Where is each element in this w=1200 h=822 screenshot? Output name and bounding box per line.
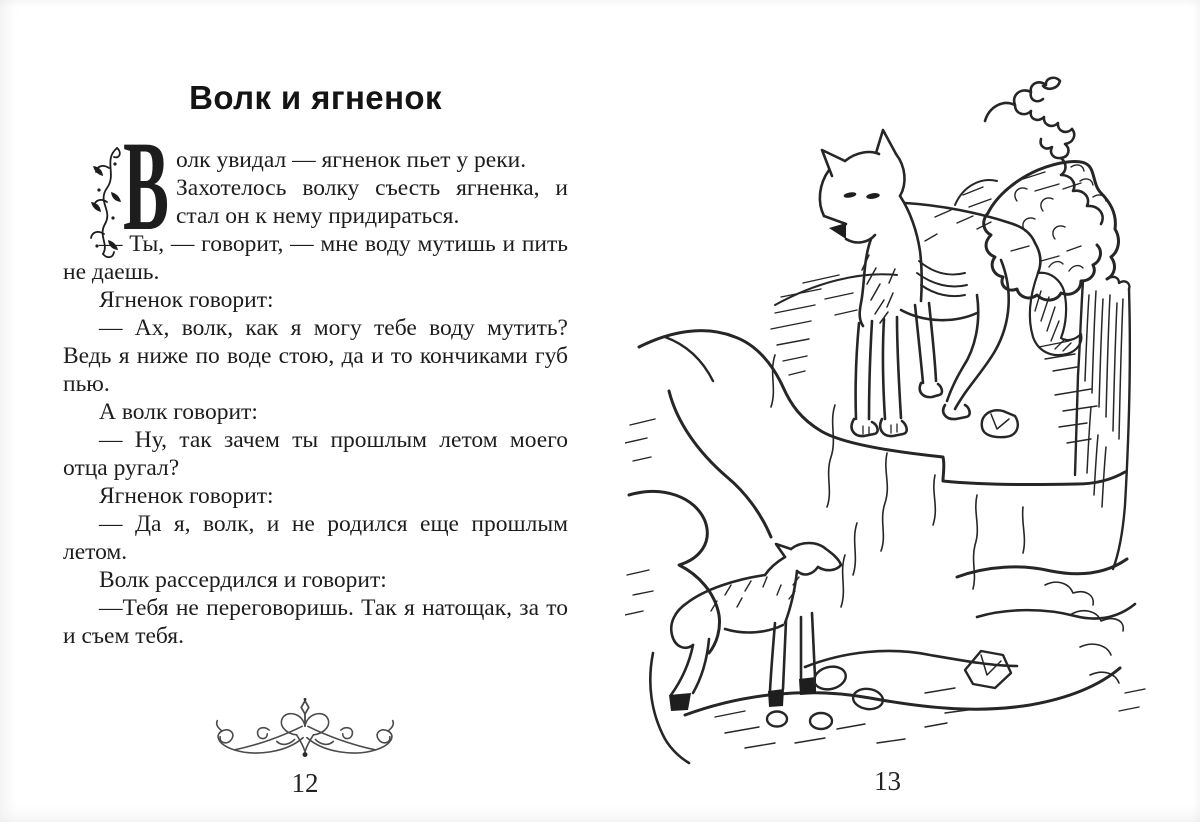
ornament-divider-icon [192,698,418,764]
stream-and-banks [629,331,1135,715]
wolf-drawing [820,130,1082,436]
story-paragraph: Захотелось волку съесть ягненка, и стал он к нему придираться. [176,175,568,229]
dropcap-letter: В [123,115,169,257]
page-number-right: 13 [874,766,901,796]
story-paragraph: Волк рассердился и говорит: [99,567,387,593]
page-number-left: 12 [291,768,319,798]
paragraph-text: олк увидал — ягненок пьет у реки. [176,147,527,173]
story-paragraph: — Ты, — говорит, — мне воду мутишь и пить не даешь. [63,231,568,285]
page-title: Волк и ягненок [189,79,442,116]
story-paragraph: А волк говорит: [99,399,258,425]
wolf-and-lamb-illustration [625,55,1150,767]
drop-cap [63,115,176,257]
hill-hatches [771,180,1097,443]
story-paragraph: — Да я, волк, и не родился еще прошлым летом. [63,511,568,565]
ground-dashes [625,419,1145,763]
story-paragraph: — Ну, так зачем ты прошлым летом моего отца ругал? [63,427,568,481]
story-paragraph: — Ах, волк, как я могу тебе воду мутить? Ведь я ниже по воде стою, да и то кончиками губ пью. [63,315,568,397]
story-paragraph: Ягненок говорит: [99,483,274,509]
story-paragraph: Ягненок говорит: [99,287,274,313]
story-paragraph: —Тебя не переговоришь. Так я натощак, за то и съем тебя. [63,595,568,649]
dropcap-flourish-icon [63,115,176,257]
story-text [63,115,568,650]
